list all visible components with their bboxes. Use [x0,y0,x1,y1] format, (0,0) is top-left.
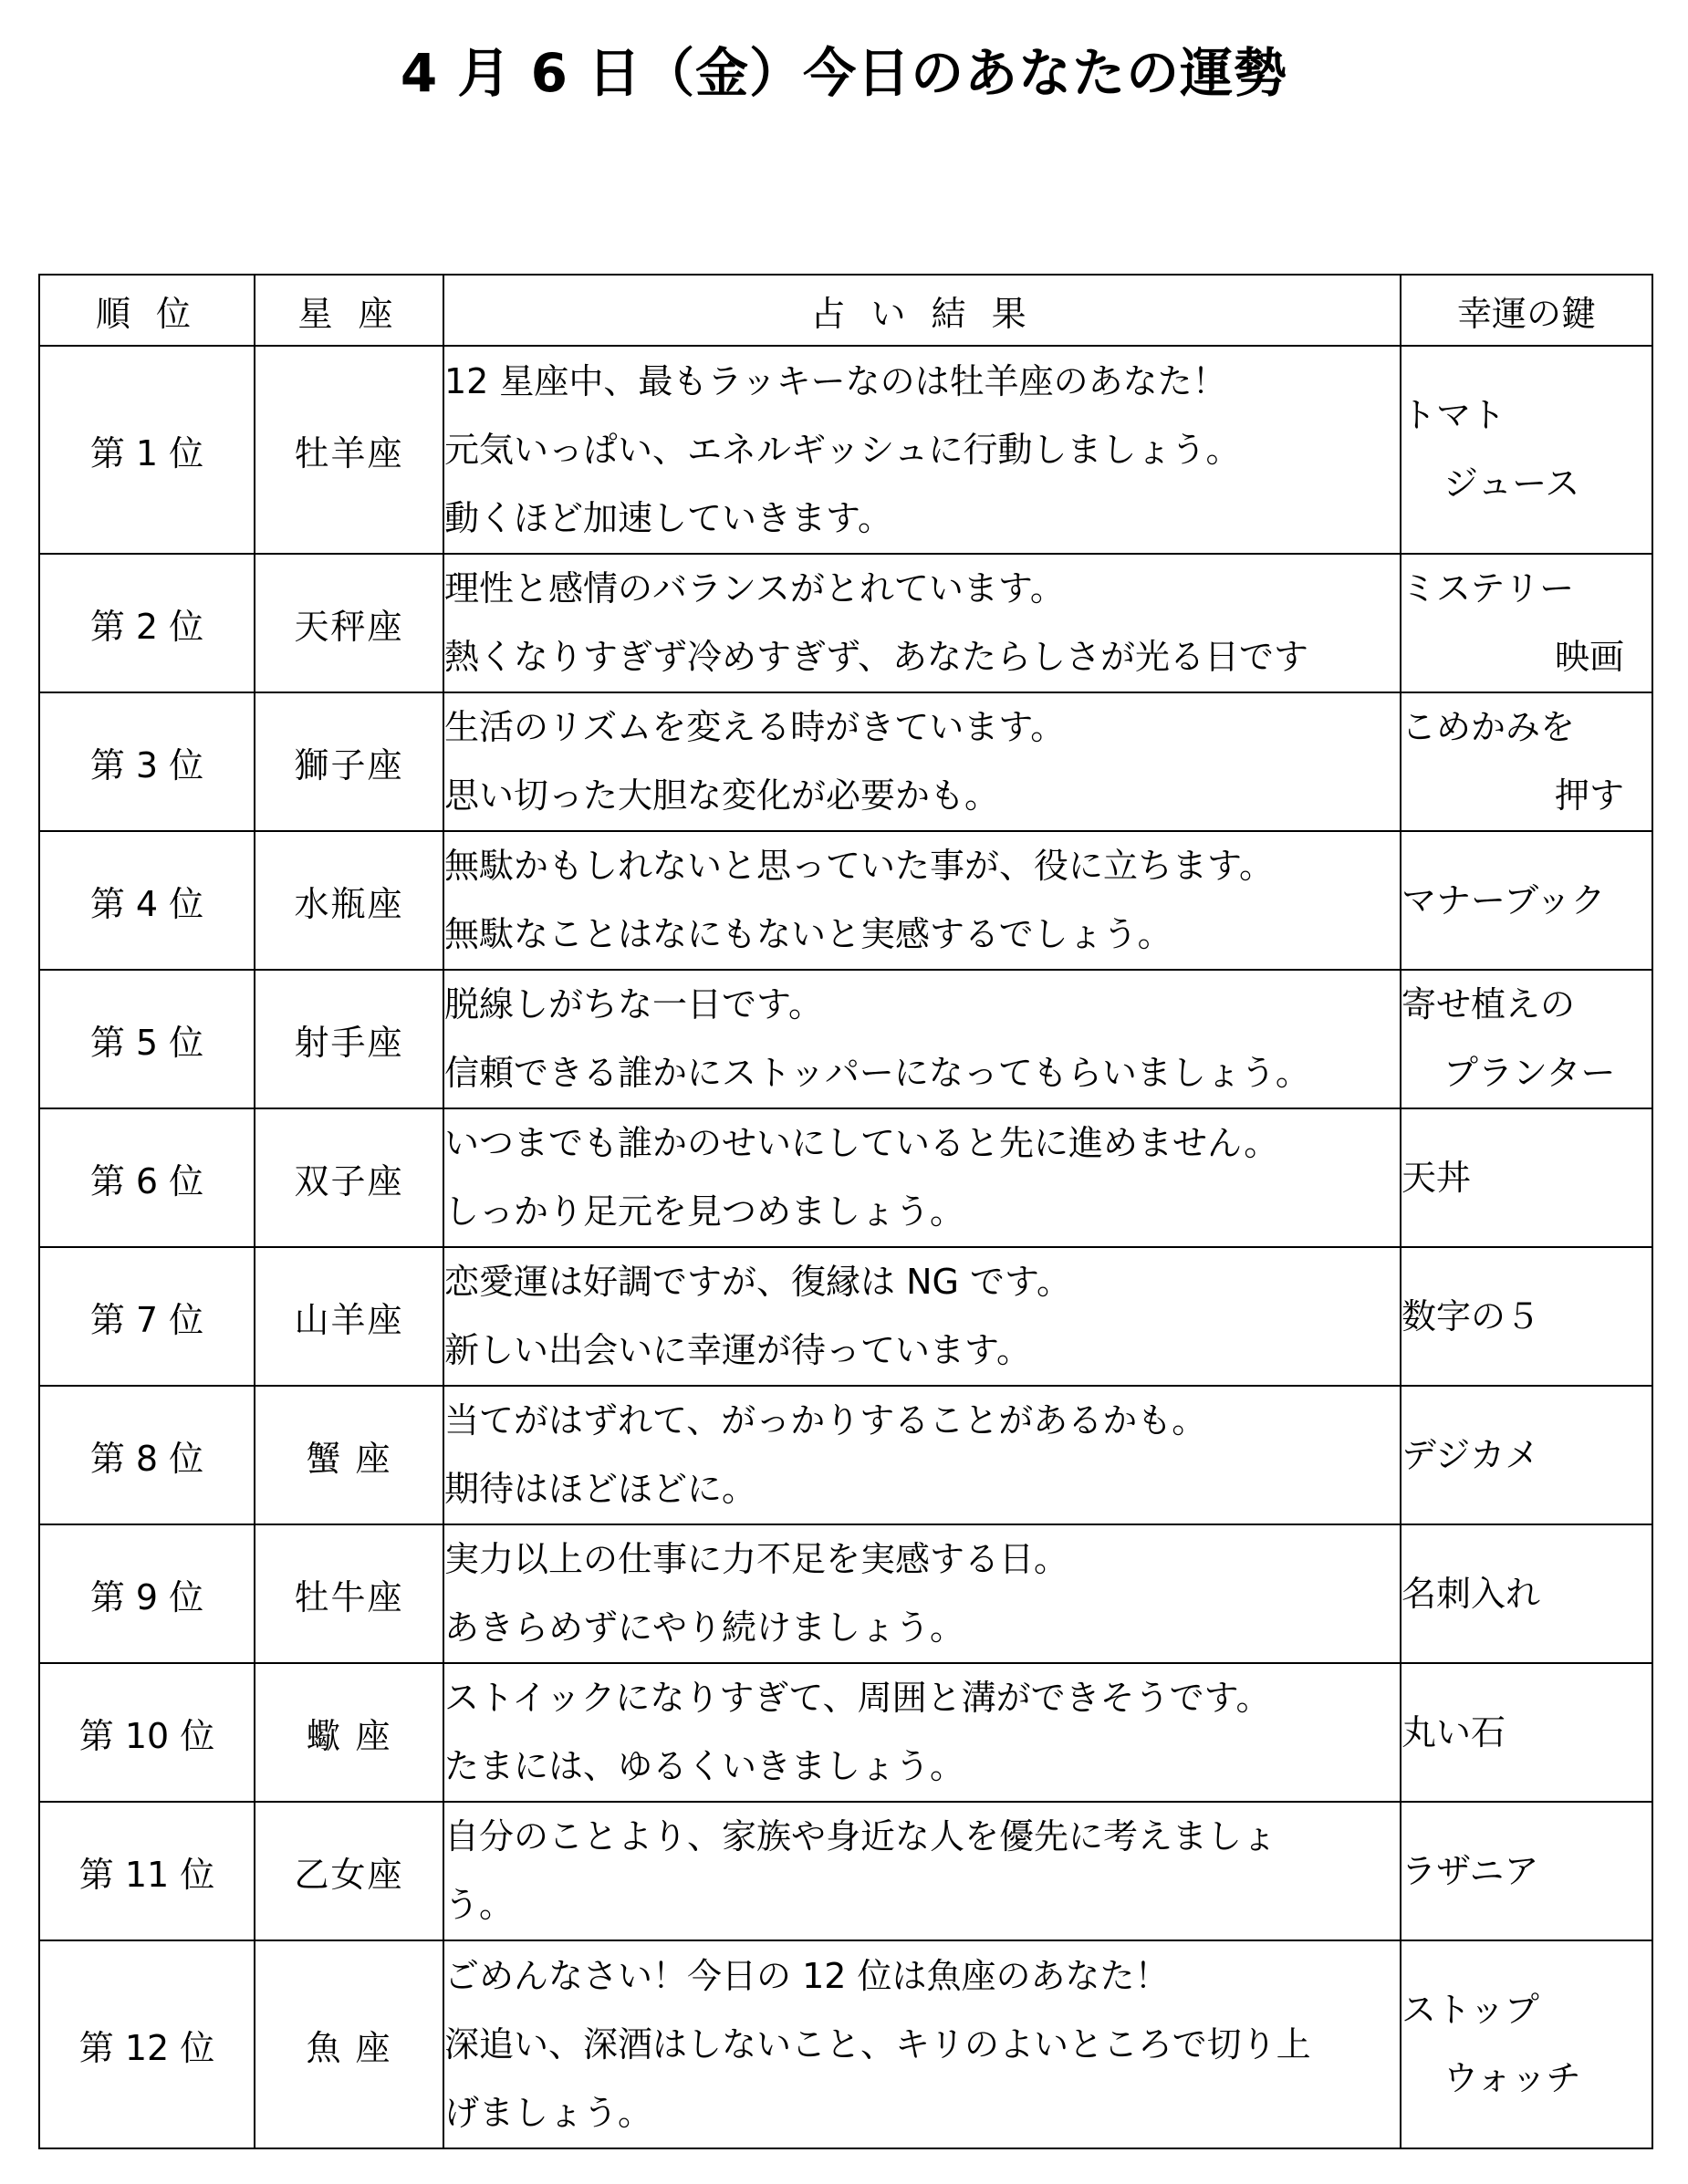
result-line: 無駄なことはなにもないと実感するでしょう。 [444,914,1172,954]
header-result: 占 い 結 果 [443,275,1401,346]
lucky-key-line: 映画 [1554,637,1624,677]
table-row [39,554,1652,692]
table-row [39,831,1652,970]
rank-cell: 第 1 位 [39,346,255,554]
sign-cell: 牡牛座 [255,1524,443,1663]
lucky-key-line: 丸い石 [1401,1711,1506,1752]
lucky-key-line: 天丼 [1401,1157,1472,1198]
sign-cell: 水瓶座 [255,831,443,970]
sign-cell: 射手座 [255,970,443,1108]
lucky-key-line: プランター [1443,1053,1616,1093]
result-cell [443,831,1401,970]
page-title: 4 月 6 日（金）今日のあなたの運勢 [400,42,1288,104]
result-line: 自分のことより、家族や身近な人を優先に考えましょ [444,1816,1277,1856]
result-line: ストイックになりすぎて、周囲と溝ができそうです。 [444,1678,1271,1718]
rank-cell: 第 4 位 [39,831,255,970]
result-line: 動くほど加速していきます。 [444,497,892,538]
result-line: 生活のリズムを変える時がきています。 [444,707,1066,747]
fortune-table [38,274,1653,2149]
result-line: 新しい出会いに幸運が待っています。 [444,1330,1031,1370]
result-line: 脱線しがちな一日です。 [444,984,823,1024]
lucky-key-cell [1401,831,1652,970]
result-line: 期待はほどほどに。 [444,1469,757,1509]
lucky-key-line: ミステリー [1401,568,1575,608]
table-row [39,346,1652,554]
lucky-key-line: マナーブック [1401,879,1606,920]
table-row [39,692,1652,831]
lucky-key-line: 押す [1554,775,1624,816]
result-line: 恋愛運は好調ですが、復縁は NG です。 [444,1262,1071,1302]
header-sign: 星 座 [255,275,443,346]
table-row [39,1940,1652,2148]
result-line: ごめんなさい！今日の 12 位は魚座のあなた！ [444,1955,1170,1996]
result-cell [443,1524,1401,1663]
result-line: 無駄かもしれないと思っていた事が、役に立ちます。 [444,846,1274,886]
result-cell [443,346,1401,554]
result-line: あきらめずにやり続けましょう。 [444,1607,965,1648]
table-row [39,1108,1652,1247]
lucky-key-line: こめかみを [1401,707,1576,747]
lucky-key-line: 名刺入れ [1401,1573,1541,1614]
lucky-key-line: 寄せ植えの [1401,984,1576,1024]
table-row [39,970,1652,1108]
result-cell [443,1940,1401,2148]
lucky-key-cell [1401,970,1652,1108]
result-line: 理性と感情のバランスがとれています。 [444,568,1065,608]
lucky-key-line: ジュース [1443,463,1580,504]
sign-cell: 乙女座 [255,1802,443,1940]
result-line: 12 星座中、最もラッキーなのは牡羊座のあなた！ [444,360,1227,401]
lucky-key-line: 数字の５ [1401,1295,1541,1336]
rank-cell: 第 3 位 [39,692,255,831]
rank-cell: 第 7 位 [39,1247,255,1386]
rank-cell: 第 11 位 [39,1802,255,1940]
sign-cell: 魚 座 [255,1940,443,2148]
result-cell [443,554,1401,692]
result-line: 実力以上の仕事に力不足を実感する日。 [444,1539,1069,1579]
lucky-key-cell [1401,1802,1652,1940]
table-header-row [39,275,1652,346]
sign-cell: 蟹 座 [255,1386,443,1524]
result-cell [443,1108,1401,1247]
result-line: 当てがはずれて、がっかりすることがあるかも。 [444,1400,1207,1440]
lucky-key-line: ウォッチ [1443,2058,1581,2098]
header-lucky-key: 幸運の鍵 [1401,275,1652,346]
result-line: いつまでも誰かのせいにしていると先に進めません。 [444,1123,1279,1163]
result-cell [443,1247,1401,1386]
lucky-key-line: ストップ [1401,1990,1539,2030]
sign-cell: 牡羊座 [255,346,443,554]
lucky-key-cell [1401,346,1652,554]
rank-cell: 第 6 位 [39,1108,255,1247]
sign-cell: 天秤座 [255,554,443,692]
rank-cell: 第 12 位 [39,1940,255,2148]
rank-cell: 第 8 位 [39,1386,255,1524]
result-line: 深追い、深酒はしないこと、キリのよいところで切り上 [444,2023,1311,2064]
rank-cell: 第 9 位 [39,1524,255,1663]
rank-cell: 第 5 位 [39,970,255,1108]
table-row [39,1663,1652,1802]
table-row [39,1802,1652,1940]
result-line: げましょう。 [444,2092,653,2133]
result-cell [443,1802,1401,1940]
result-cell [443,1663,1401,1802]
lucky-key-line: デジカメ [1401,1434,1540,1475]
table-row [39,1247,1652,1386]
result-line: たまには、ゆるくいきましょう。 [444,1746,965,1786]
table-row [39,1524,1652,1663]
lucky-key-cell [1401,692,1652,831]
result-cell [443,1386,1401,1524]
lucky-key-cell [1401,1247,1652,1386]
sign-cell: 山羊座 [255,1247,443,1386]
result-line: 元気いっぱい、エネルギッシュに行動しましょう。 [444,429,1241,470]
sign-cell: 双子座 [255,1108,443,1247]
lucky-key-cell [1401,1940,1652,2148]
header-rank: 順 位 [39,275,255,346]
lucky-key-line: ラザニア [1401,1850,1539,1891]
lucky-key-line: トマト [1401,395,1506,435]
sign-cell: 蠍 座 [255,1663,443,1802]
lucky-key-cell [1401,554,1652,692]
lucky-key-cell [1401,1663,1652,1802]
table-row [39,1386,1652,1524]
rank-cell: 第 2 位 [39,554,255,692]
result-line: 思い切った大胆な変化が必要かも。 [444,775,1000,816]
result-line: 信頼できる誰かにストッパーになってもらいましょう。 [444,1053,1310,1093]
sign-cell: 獅子座 [255,692,443,831]
result-line: 熱くなりすぎず冷めすぎず、あなたらしさが光る日です [444,637,1308,677]
result-cell [443,692,1401,831]
result-line: う。 [444,1885,515,1925]
lucky-key-cell [1401,1108,1652,1247]
rank-cell: 第 10 位 [39,1663,255,1802]
lucky-key-cell [1401,1386,1652,1524]
result-cell [443,970,1401,1108]
lucky-key-cell [1401,1524,1652,1663]
result-line: しっかり足元を見つめましょう。 [444,1191,965,1232]
